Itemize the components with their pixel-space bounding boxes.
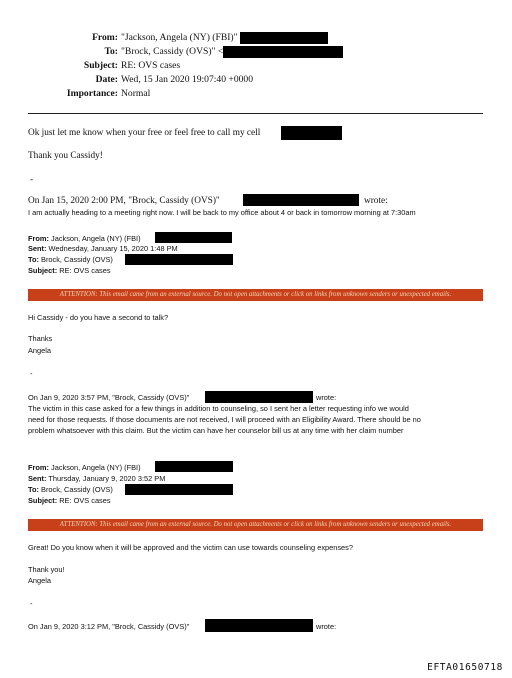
external-email-warning: ATTENTION: This email came from an external source. Do not open attachments or click on links from unknown senders or unexpected emails. (28, 289, 483, 301)
to-label: To: (104, 46, 118, 57)
quote-intro: On Jan 15, 2020 2:00 PM, "Brock, Cassidy (OVS)" (28, 196, 220, 206)
redaction-box (205, 391, 313, 403)
from-value: "Jackson, Angela (NY) (FBI)" (121, 32, 328, 44)
quote-text: I am actually heading to a meeting right now. I will be back to my office about 4 or back in tomorrow morning at 7:30am (28, 208, 416, 217)
block-subject: Subject: RE: OVS cases (28, 266, 111, 275)
document-id: EFTA01650718 (427, 662, 503, 673)
date-value: Wed, 15 Jan 2020 19:07:40 +0000 (121, 74, 254, 85)
quote-intro: On Jan 9, 2020 3:12 PM, "Brock, Cassidy (OVS)" (28, 622, 190, 631)
quote-text: The victim in this case asked for a few things in addition to counseling, so I sent her a letter requesting info we would (28, 404, 409, 413)
separator-dash: - (30, 599, 33, 608)
redaction-box (243, 194, 359, 206)
block-from: From: Jackson, Angela (NY) (FBI) (28, 234, 141, 243)
block-from: From: Jackson, Angela (NY) (FBI) (28, 463, 141, 472)
quote-text: problem whatsoever with this claim. But the victim can have her counselor bill us at any time with her claim number (28, 426, 404, 435)
block-sent: Sent: Wednesday, January 15, 2020 1:48 PM (28, 244, 178, 253)
redaction-box (125, 254, 233, 265)
subject-label: Subject: (83, 60, 118, 71)
block-sent: Sent: Thursday, January 9, 2020 3:52 PM (28, 474, 166, 483)
message-signature: Angela (28, 576, 52, 585)
quote-wrote: wrote: (316, 393, 337, 402)
block-to: To: Brock, Cassidy (OVS) (28, 485, 113, 494)
block-to: To: Brock, Cassidy (OVS) (28, 255, 113, 264)
quote-text: need for those requests. If those documents are not received, I will proceed with an Eligibility Award. There should be no (28, 415, 421, 424)
importance-value: Normal (121, 88, 151, 99)
redaction-box (125, 484, 233, 495)
redaction-box (155, 232, 232, 243)
importance-label: Importance: (66, 88, 118, 99)
message-line: Hi Cassidy - do you have a second to talk? (28, 313, 169, 322)
quote-wrote: wrote: (316, 622, 337, 631)
redaction-box (205, 619, 313, 632)
redaction-box (223, 46, 343, 58)
separator-dash: - (30, 175, 34, 185)
redaction-box (240, 32, 328, 44)
block-subject: Subject: RE: OVS cases (28, 496, 111, 505)
header-divider (28, 113, 483, 114)
message-line: Great! Do you know when it will be approved and the victim can use towards counseling expenses? (28, 543, 353, 552)
from-label: From: (92, 32, 118, 43)
message-line: Thank you Cassidy! (28, 151, 103, 161)
quote-intro: On Jan 9, 2020 3:57 PM, "Brock, Cassidy (OVS)" (28, 393, 190, 402)
message-line: Thanks (28, 334, 53, 343)
subject-value: RE: OVS cases (121, 60, 181, 71)
redaction-box (281, 126, 342, 140)
external-email-warning: ATTENTION: This email came from an external source. Do not open attachments or click on links from unknown senders or unexpected emails. (28, 519, 483, 531)
date-label: Date: (95, 74, 118, 85)
to-value: "Brock, Cassidy (OVS)" < (121, 46, 343, 58)
message-line: Ok just let me know when your free or feel free to call my cell (28, 128, 261, 138)
separator-dash: - (30, 369, 33, 378)
redaction-box (155, 461, 233, 472)
message-signature: Angela (28, 346, 52, 355)
quote-wrote: wrote: (364, 196, 388, 206)
message-line: Thank you! (28, 565, 65, 574)
